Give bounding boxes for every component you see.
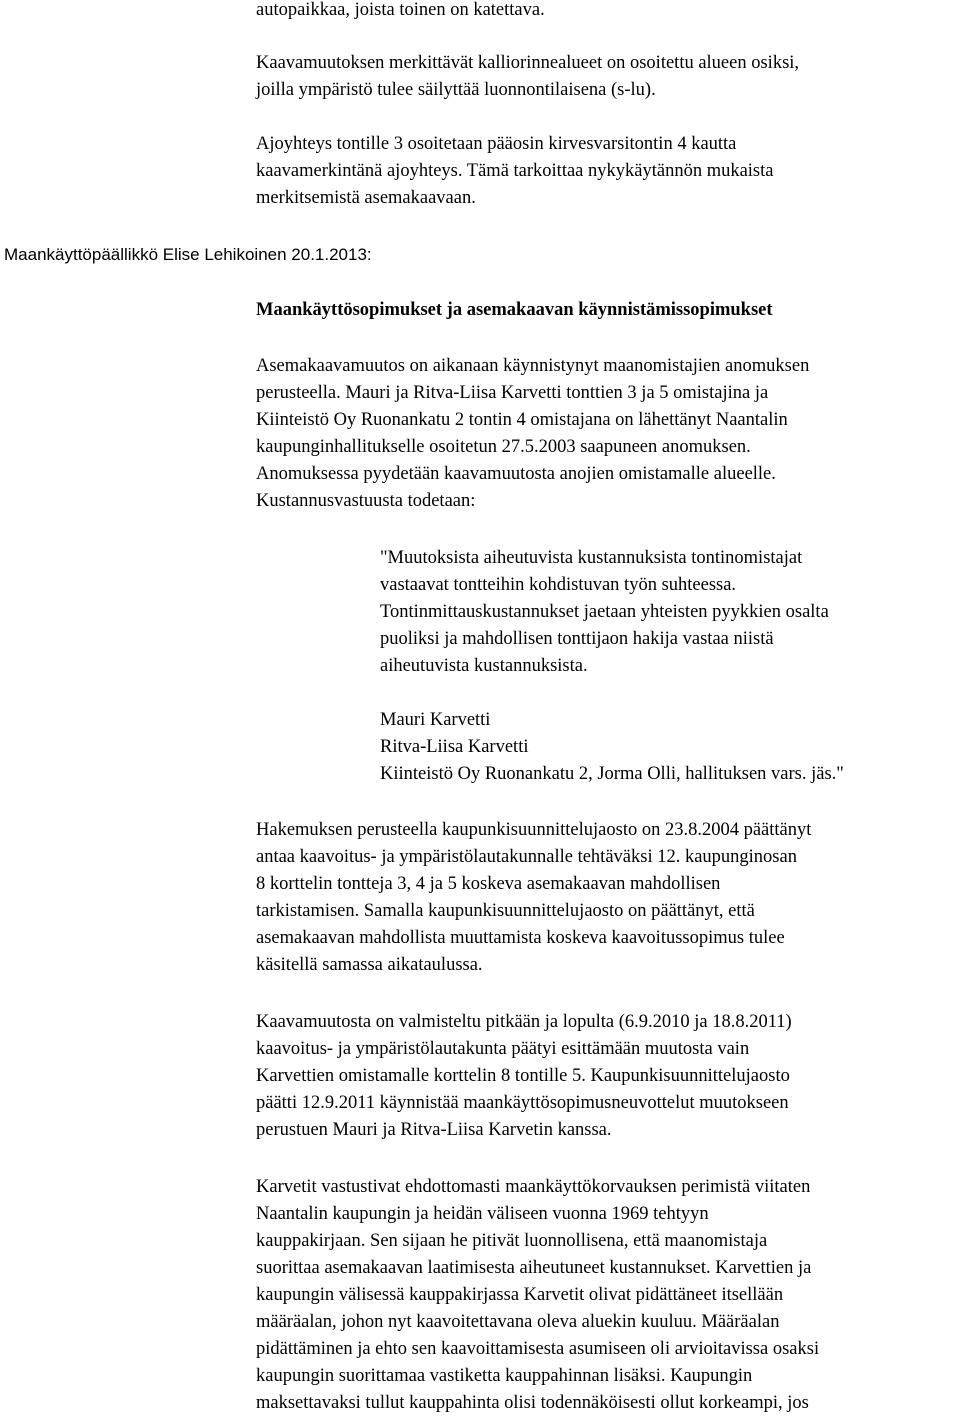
- quote-signature: Mauri Karvetti: [380, 710, 491, 730]
- text-line: päätti 12.9.2011 käynnistää maankäyttösopimusneuvottelut muutokseen: [256, 1093, 789, 1113]
- text-line: merkitsemistä asemakaavaan.: [256, 188, 476, 208]
- text-line: Kaavamuutosta on valmisteltu pitkään ja lopulta (6.9.2010 ja 18.8.2011): [256, 1012, 792, 1032]
- text-line: Anomuksessa pyydetään kaavamuutosta anojien omistamalle alueelle.: [256, 464, 776, 484]
- quote-signature: Kiinteistö Oy Ruonankatu 2, Jorma Olli, hallituksen vars. jäs.": [380, 764, 844, 784]
- text-line: Ajoyhteys tontille 3 osoitetaan pääosin kirvesvarsitontin 4 kautta: [256, 134, 737, 154]
- section-author-heading: Maankäyttöpäällikkö Elise Lehikoinen 20.1.2013:: [4, 245, 372, 264]
- text-line: Asemakaavamuutos on aikanaan käynnistynyt maanomistajien anomuksen: [256, 356, 810, 376]
- text-line: kaupungin suorittamaa vastiketta kauppahinnan lisäksi. Kaupungin: [256, 1366, 753, 1386]
- text-line: kauppakirjaan. Sen sijaan he pitivät luonnollisena, että maanomistaja: [256, 1231, 768, 1251]
- section-title: Maankäyttösopimukset ja asemakaavan käynnistämissopimukset: [256, 300, 773, 320]
- quote-line: aiheutuvista kustannuksista.: [380, 656, 588, 676]
- text-line: Karvetit vastustivat ehdottomasti maankäyttökorvauksen perimistä viitaten: [256, 1177, 811, 1197]
- text-line: kaavamerkintänä ajoyhteys. Tämä tarkoittaa nykykäytännön mukaista: [256, 161, 774, 181]
- text-line: maksettavaksi tullut kauppahinta olisi todennäköisesti ollut korkeampi, jos: [256, 1393, 809, 1413]
- text-line: antaa kaavoitus- ja ympäristölautakunnalle tehtäväksi 12. kaupunginosan: [256, 847, 797, 867]
- text-line: käsitellä samassa aikataulussa.: [256, 955, 483, 975]
- quote-signature: Ritva-Liisa Karvetti: [380, 737, 529, 757]
- text-line: 8 korttelin tontteja 3, 4 ja 5 koskeva asemakaavan mahdollisen: [256, 874, 721, 894]
- quote-line: Tontinmittauskustannukset jaetaan yhteisten pyykkien osalta: [380, 602, 829, 622]
- quote-line: "Muutoksista aiheutuvista kustannuksista tontinomistajat: [380, 548, 803, 568]
- quote-line: puoliksi ja mahdollisen tonttijaon hakija vastaa niistä: [380, 629, 774, 649]
- text-line: pidättäminen ja ehto sen kaavoittamisesta asumiseen oli arvioitavissa osaksi: [256, 1339, 820, 1359]
- text-line: perusteella. Mauri ja Ritva-Liisa Karvetti tonttien 3 ja 5 omistajina ja: [256, 383, 769, 403]
- quote-line: vastaavat tontteihin kohdistuvan työn suhteessa.: [380, 575, 737, 595]
- text-line: määräalan, johon nyt kaavoitettavana oleva aluekin kuuluu. Määräalan: [256, 1312, 780, 1332]
- text-line: kaupunginhallitukselle osoitetun 27.5.2003 saapuneen anomuksen.: [256, 437, 751, 457]
- text-line: Kustannusvastuusta todetaan:: [256, 491, 476, 511]
- text-line: perustuen Mauri ja Ritva-Liisa Karvetin kanssa.: [256, 1120, 612, 1140]
- text-line: kaavoitus- ja ympäristölautakunta päätyi esittämään muutosta vain: [256, 1039, 750, 1059]
- text-line: tarkistamisen. Samalla kaupunkisuunnittelujaosto on päättänyt, että: [256, 901, 755, 921]
- text-line: Karvettien omistamalle korttelin 8 tontille 5. Kaupunkisuunnittelujaosto: [256, 1066, 790, 1086]
- text-line: suorittaa asemakaavan laatimisesta aiheutuneet kustannukset. Karvettien ja: [256, 1258, 812, 1278]
- text-line: Naantalin kaupungin ja heidän väliseen vuonna 1969 tehtyyn: [256, 1204, 709, 1224]
- text-line: joilla ympäristö tulee säilyttää luonnontilaisena (s-lu).: [256, 80, 656, 100]
- text-line: kaupungin välisessä kauppakirjassa Karvetit olivat pidättäneet itsellään: [256, 1285, 784, 1305]
- text-line: autopaikkaa, joista toinen on katettava.: [256, 0, 545, 20]
- text-line: Kiinteistö Oy Ruonankatu 2 tontin 4 omistajana on lähettänyt Naantalin: [256, 410, 788, 430]
- text-line: Hakemuksen perusteella kaupunkisuunnittelujaosto on 23.8.2004 päättänyt: [256, 820, 812, 840]
- text-line: asemakaavan mahdollista muuttamista koskeva kaavoitussopimus tulee: [256, 928, 785, 948]
- text-line: Kaavamuutoksen merkittävät kalliorinnealueet on osoitettu alueen osiksi,: [256, 53, 800, 73]
